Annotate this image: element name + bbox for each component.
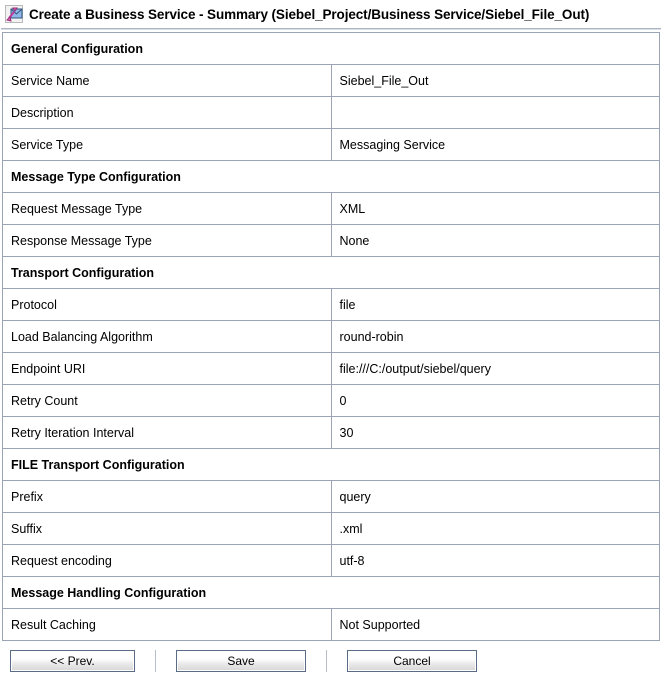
- table-row: [3, 385, 660, 417]
- field-value: round-robin: [331, 321, 660, 353]
- field-label: Suffix: [3, 513, 332, 545]
- field-value: Not Supported: [331, 609, 660, 641]
- field-label: Response Message Type: [3, 225, 332, 257]
- field-label: Description: [3, 97, 332, 129]
- cancel-button[interactable]: Cancel: [347, 650, 477, 672]
- section-title: Message Handling Configuration: [3, 577, 660, 609]
- field-label: Service Name: [3, 65, 332, 97]
- summary-table: [2, 32, 660, 641]
- section-title: Transport Configuration: [3, 257, 660, 289]
- field-label: Retry Count: [3, 385, 332, 417]
- section-header-message-type-configuration: [3, 161, 660, 193]
- table-row: [3, 289, 660, 321]
- table-row: [3, 97, 660, 129]
- section-title: Message Type Configuration: [3, 161, 660, 193]
- field-value: utf-8: [331, 545, 660, 577]
- title-divider-secondary: [1, 29, 661, 30]
- page-title: Create a Business Service - Summary (Siebel_Project/Business Service/Siebel_File_Out): [29, 6, 590, 22]
- field-value: Siebel_File_Out: [331, 65, 660, 97]
- table-row: [3, 481, 660, 513]
- window-title-bar: [0, 0, 662, 28]
- field-label: Result Caching: [3, 609, 332, 641]
- section-title: FILE Transport Configuration: [3, 449, 660, 481]
- prev-button[interactable]: << Prev.: [10, 650, 135, 672]
- field-value: Messaging Service: [331, 129, 660, 161]
- field-label: Retry Iteration Interval: [3, 417, 332, 449]
- table-row: [3, 417, 660, 449]
- field-value: 30: [331, 417, 660, 449]
- business-service-wizard-icon: [5, 5, 23, 23]
- section-header-transport-configuration: [3, 257, 660, 289]
- table-row: [3, 321, 660, 353]
- table-row: [3, 609, 660, 641]
- field-value: 0: [331, 385, 660, 417]
- table-row: [3, 225, 660, 257]
- summary-panel: [0, 32, 662, 641]
- section-header-general-configuration: [3, 33, 660, 65]
- field-label: Protocol: [3, 289, 332, 321]
- field-label: Prefix: [3, 481, 332, 513]
- field-value: file: [331, 289, 660, 321]
- field-label: Request Message Type: [3, 193, 332, 225]
- field-label: Load Balancing Algorithm: [3, 321, 332, 353]
- section-header-file-transport-configuration: [3, 449, 660, 481]
- field-value: .xml: [331, 513, 660, 545]
- wizard-button-bar: [0, 648, 662, 674]
- field-label: Endpoint URI: [3, 353, 332, 385]
- section-title: General Configuration: [3, 33, 660, 65]
- table-row: [3, 353, 660, 385]
- table-row: [3, 513, 660, 545]
- table-row: [3, 193, 660, 225]
- field-value: None: [331, 225, 660, 257]
- field-value: XML: [331, 193, 660, 225]
- table-row: [3, 65, 660, 97]
- field-value: file:///C:/output/siebel/query: [331, 353, 660, 385]
- field-label: Service Type: [3, 129, 332, 161]
- field-value: [331, 97, 660, 129]
- button-separator: [155, 650, 156, 672]
- button-separator: [326, 650, 327, 672]
- save-button[interactable]: Save: [176, 650, 306, 672]
- section-header-message-handling-configuration: [3, 577, 660, 609]
- field-value: query: [331, 481, 660, 513]
- table-row: [3, 129, 660, 161]
- field-label: Request encoding: [3, 545, 332, 577]
- table-row: [3, 545, 660, 577]
